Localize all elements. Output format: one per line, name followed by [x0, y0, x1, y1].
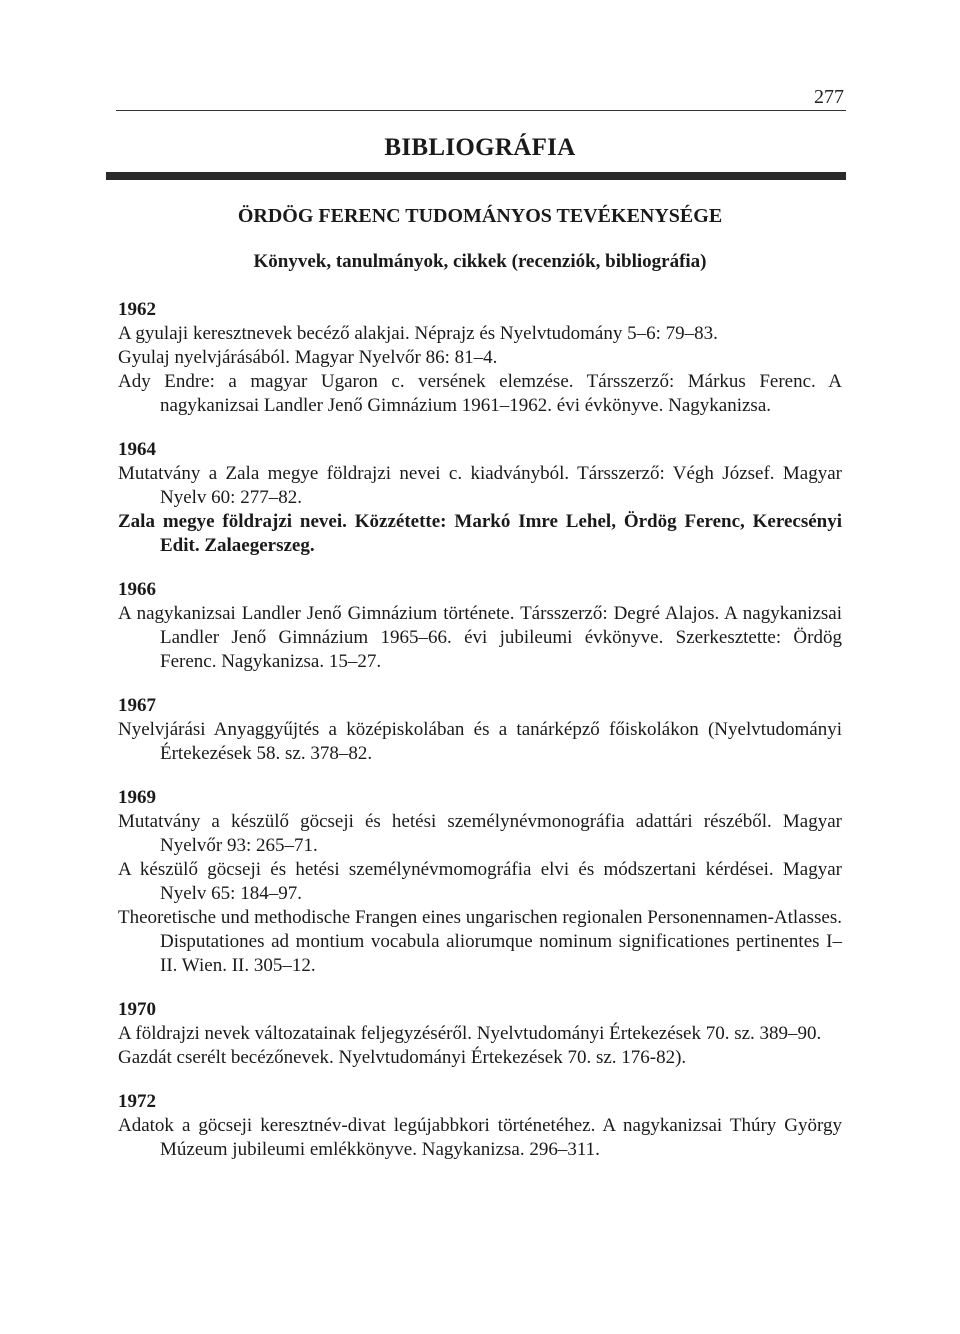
bibliography-entry: Zala megye földrajzi nevei. Közzétette: Markó Imre Lehel, Ördög Ferenc, Kerecsényi Edit. Zalaegerszeg.	[118, 511, 842, 556]
bibliography-entry: Ady Endre: a magyar Ugaron c. versének elemzése. Társszerző: Márkus Ferenc. A nagykanizsai Landler Jenő Gimnázium 1961–1962. évi évkönyve. Nagykanizsa.	[118, 371, 842, 416]
bibliography-entry: A földrajzi nevek változatainak feljegyzéséről. Nyelvtudományi Értekezések 70. sz. 389–90.	[118, 1023, 822, 1044]
year-heading: 1967	[118, 695, 156, 716]
year-block	[118, 438, 842, 558]
bibliography-entry: Mutatvány a készülő göcseji és hetési személynévmonográfia adattári részéből. Magyar Nyelvőr 93: 265–71.	[118, 811, 842, 856]
bibliography-entry: A gyulaji keresztnevek becéző alakjai. Néprajz és Nyelvtudomány 5–6: 79–83.	[118, 323, 718, 344]
year-block	[118, 786, 842, 978]
year-heading: 1964	[118, 439, 156, 460]
year-block	[118, 298, 842, 418]
bibliography-entry: A nagykanizsai Landler Jenő Gimnázium története. Társszerző: Degré Alajos. A nagykanizsai Landler Jenő Gimnázium 1965–66. évi jubileumi évkönyve. Szerkesztette: Ördög Ferenc. Nagykanizsa. 15–27.	[118, 603, 842, 672]
bibliography-entry: A készülő göcseji és hetési személynévmomográfia elvi és módszertani kérdései. Magyar Nyelv 65: 184–97.	[118, 859, 842, 904]
bibliography-entry: Gazdát cserélt becézőnevek. Nyelvtudományi Értekezések 70. sz. 176-82).	[118, 1047, 687, 1068]
year-heading: 1970	[118, 999, 156, 1020]
bibliography-entry: Adatok a göcseji keresztnév-divat legújabbkori történetéhez. A nagykanizsai Thúry György Múzeum jubileumi emlékkönyve. Nagykanizsa. 296–311.	[118, 1115, 842, 1160]
header-rule	[116, 110, 846, 111]
year-heading: 1969	[118, 787, 156, 808]
year-heading: 1966	[118, 579, 156, 600]
title-rule	[106, 172, 846, 180]
year-block	[118, 578, 842, 674]
bibliography-entry: Theoretische und methodische Frangen eines ungarischen regionalen Personennamen-Atlasses. Disputationes ad montium vocabula aliorumque nominum significationes pertinentes I–II. Wien. II. 305–12.	[118, 907, 842, 976]
page-title: BIBLIOGRÁFIA	[384, 134, 576, 161]
section-subtitle: Könyvek, tanulmányok, cikkek (recenziók, bibliográfia)	[253, 251, 707, 272]
bibliography-entry: Nyelvjárási Anyaggyűjtés a középiskolában és a tanárképző főiskolákon (Nyelvtudományi Értekezések 58. sz. 378–82.	[118, 719, 842, 764]
bibliography-list	[118, 298, 842, 1182]
section-title: ÖRDÖG FERENC TUDOMÁNYOS TEVÉKENYSÉGE	[237, 205, 723, 227]
year-block	[118, 998, 842, 1070]
year-heading: 1962	[118, 299, 156, 320]
bibliography-entry: Mutatvány a Zala megye földrajzi nevei c. kiadványból. Társszerző: Végh József. Magyar Nyelv 60: 277–82.	[118, 463, 842, 508]
year-block	[118, 1090, 842, 1162]
year-heading: 1972	[118, 1091, 156, 1112]
page-number: 277	[814, 86, 844, 108]
bibliography-entry: Gyulaj nyelvjárásából. Magyar Nyelvőr 86: 81–4.	[118, 347, 498, 368]
year-block	[118, 694, 842, 766]
